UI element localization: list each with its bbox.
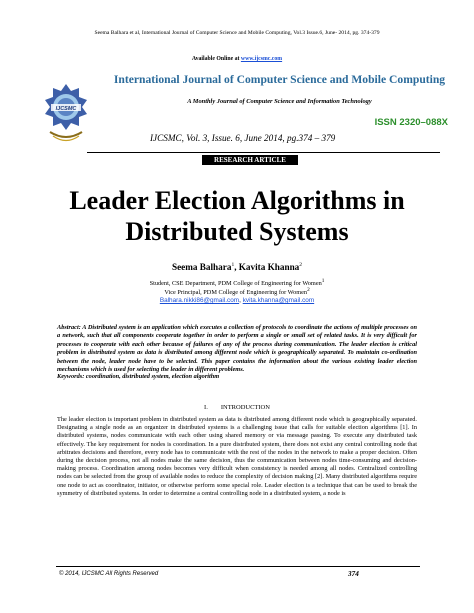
journal-logo-icon — [42, 82, 90, 146]
journal-title: International Journal of Computer Science and Mobile Computing — [113, 73, 446, 86]
paper-title-line2: Distributed Systems — [125, 217, 349, 246]
keywords-text: coordination, distributed system, election algorithm — [84, 373, 220, 380]
available-online — [0, 56, 474, 62]
page-number: 374 — [348, 570, 359, 578]
affiliation-2-text: Vice Principal, PDM College of Engineering for Women — [164, 289, 308, 297]
affiliation-1-text: Student, CSE Department, PDM College of Engineering for Women — [149, 280, 322, 288]
section-number: I. — [204, 404, 208, 411]
email-separator: , — [239, 297, 243, 304]
affiliation-2 — [0, 287, 474, 296]
keywords — [57, 373, 417, 380]
running-header: Seema Balhara et al, International Journal of Computer Science and Mobile Computing, Vol.3 Issue.6, June- 2014, pg. 374-379 — [94, 30, 380, 36]
author-2-sup: 2 — [299, 262, 303, 268]
available-label: Available Online at — [191, 56, 240, 62]
issn: ISSN 2320–088X — [374, 117, 448, 128]
volume-info: IJCSMC, Vol. 3, Issue. 6, June 2014, pg.374 – 379 — [150, 133, 336, 143]
paper-title — [0, 185, 474, 247]
email-2-link[interactable]: kvita.khanna@gmail.com — [242, 297, 315, 304]
email-1-link[interactable]: Balhara.nikki86@gmail.com — [159, 297, 240, 304]
footer-rule — [56, 566, 420, 567]
journal-subtitle: A Monthly Journal of Computer Science and Information Technology — [187, 98, 372, 105]
author-separator: , — [234, 262, 239, 273]
abstract-text: A Distributed system is an application which executes a collection of protocols to coordinate the actions of multiple processes on a network, such that all components cooperate together in order to perform a single or small set of related tasks. It is very difficult for processes to cooperate with each other because of failures of any of the process during communication. The leader election is critical problem in distributed system as data is distributed among different node which is geographically separated. To maintain co-ordination between the node, leader node have to be selected. This paper contains the information about the various existing leader election mechanisms which is used for selecting the leader in different problems. — [57, 324, 417, 374]
affiliation-2-sup: 2 — [307, 287, 310, 293]
research-article-label: RESEARCH ARTICLE — [202, 155, 298, 165]
section-heading — [0, 404, 474, 411]
logo-text: IJCSMC — [55, 105, 77, 112]
authors — [0, 262, 474, 272]
section-title: INTRODUCTION — [220, 404, 270, 411]
author-emails — [0, 297, 474, 304]
paper-title-line1: Leader Election Algorithms in — [69, 186, 405, 215]
author-1: Seema Balhara — [171, 262, 232, 273]
affiliation-1 — [0, 278, 474, 287]
journal-website-link[interactable]: www.ijcsmc.com — [240, 56, 283, 62]
abstract-label: Abstract: — [57, 324, 81, 331]
author-2: Kavita Khanna — [238, 262, 300, 273]
author-1-sup: 1 — [231, 262, 235, 268]
copyright: © 2014, IJCSMC All Rights Reserved — [59, 571, 159, 577]
introduction-body: The leader election is important problem in distributed system as data is distributed among different node which is geographically separated. Designating a single node as an organizer in distributed systems is a challenging issue that calls for suitable election algorithms [1]. In distributed systems, nodes communicate with each other using shared memory or via message passing. To execute any distributed task effectively. The key requirement for nodes is coordination. In a pure distributed system, there does not exist any central controlling node that arbitrates decisions and therefore, every node has to communicate with the rest of the nodes in the network to make a proper decision. Often during the decision process, not all nodes make the same decision, thus the communication between nodes time-consuming and decision-making process. Coordination among nodes becomes very difficult when consistency is needed among all nodes. Centralized controlling nodes can be selected from the group of available nodes to reduce the complexity of decision making [2]. Many distributed algorithms require one node to act as coordinator, initiator, or otherwise perform some special role. Leader election is a technique that can be used to break the symmetry of distributed systems. In order to determine a central controlling node in a distributed system, a node is — [57, 416, 417, 497]
affiliation-1-sup: 1 — [321, 278, 325, 284]
abstract — [57, 324, 417, 374]
header-rule — [87, 152, 440, 153]
keywords-label: Keywords: — [57, 373, 85, 380]
